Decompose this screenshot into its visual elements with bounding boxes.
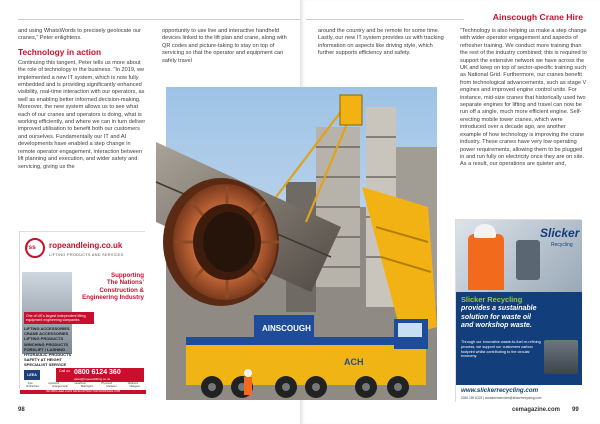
column-4-body: “Technology is also helping us make a step change with wider operator engagement and aspects of refresher training. We conduct more training than the rest of the industry combined; this is required to support the extensive network we have across the UK and keep on top of sector-specific training such as National Grid. Furthermore, our cranes benefit from technological advancements, such as stage V engines and improved engine control units. For instance, mid-size cranes that historically used two separate engines for lifting and travel can now be run off a single, much more efficient engine. Self-erecting mobile tower cranes, which were introduced over a decade ago, are another example of how technology is improving the crane industry. These cranes have very low operating power requirements, allowing them to be plugged in and run fully on electricity once they are on site. As a result, our operations are quieter and, (460, 28, 587, 168)
slicker-headline-4: and workshop waste. (461, 322, 532, 330)
rope-product: WINCHING PRODUCTS (24, 341, 69, 347)
crane-plate-label: ACH (344, 357, 364, 367)
slicker-headline-1: Slicker Recycling (461, 295, 523, 304)
slicker-logo: Slicker (540, 226, 580, 240)
slicker-url[interactable]: www.slickerrecycling.com (461, 387, 539, 394)
slicker-contact: 0330 159 6323 | customerservices@slickerrecycling.com (461, 396, 542, 400)
slicker-headline-2: provides a sustainable (461, 305, 537, 312)
rope-email: sales@ropeandlifting.co.uk (74, 377, 111, 381)
column-1-intro: and using WhatsWords to precisely geolocate our cranes,” Peter enlightens. (18, 28, 142, 42)
rope-branch: Nottheim (127, 382, 139, 385)
rss-logo-mark: rss (26, 244, 36, 251)
slicker-logo-sub: Recycling (551, 242, 573, 248)
rope-headline-2: The Nations’ (106, 279, 144, 287)
rope-headline-4: Engineering Industry (82, 294, 144, 302)
section-brand: Ainscough Crane Hire (492, 12, 583, 22)
column-3-body: around the country and be remote for some time. Lastly, our new IT system provides us with tracking information on aspects like driving style, which further supports efficiency and safety. (318, 28, 444, 57)
rope-product: FORKLIFT / LASHING (24, 346, 66, 352)
rope-product: HYDRAULIC PRODUCTS (24, 352, 72, 358)
rope-branch: Glasgow (129, 385, 140, 389)
rope-accreditations: ISO 9001 LEEA CHAS SAFECONTRACTOR WORKSAFE CITB (20, 390, 146, 394)
rope-headline-3: Construction & (99, 286, 144, 294)
rope-phone: 0800 6124 360 (74, 369, 121, 376)
rope-product: SPECIALIST SERVICE (24, 362, 67, 368)
leea-badge: LEEA (24, 370, 40, 380)
rope-headline-1: Supporting (111, 272, 144, 279)
section-heading: Technology in action (18, 46, 102, 57)
ropeandlifting-tagline: LIFTING PRODUCTS AND SERVICES (49, 253, 124, 257)
rope-branch: Grangemouth (52, 385, 68, 389)
rope-branch: Aylesford (48, 382, 60, 385)
rope-product: CRANE ACCESSORIES (24, 331, 69, 337)
slicker-headline-3: solution for waste oil (461, 313, 532, 321)
rope-intro: One of UK’s largest independent lifting equipment engineering companies (24, 312, 94, 324)
ropeandlifting-logo-text: ropeandleing.co.uk (49, 241, 123, 250)
rope-branch: Rotherham (26, 385, 40, 389)
rope-branch: Warrington (80, 385, 94, 389)
header-rule-left (18, 19, 300, 20)
crane-photo (166, 87, 437, 400)
rope-product: LIFTING ACCESSORIES (24, 326, 70, 331)
rope-product: LIFTING PRODUCTS (24, 336, 64, 342)
right-page-number: 99 (572, 407, 579, 413)
rope-branch: Uttoxeter (106, 385, 117, 389)
rope-call-label: Call us (59, 369, 70, 373)
article-column-3 (318, 28, 446, 58)
left-page-number: 98 (18, 407, 25, 413)
rope-branch: Heathrow (74, 382, 86, 385)
column-2-body: opportunity to use live and interactive handheld devices linked to the lift plan and crane, along with QR codes and picture-taking to stay on top of servicing so that the operator and equipment can safely travel (162, 28, 287, 64)
rope-branch: Fyle (27, 382, 33, 385)
article-column-4 (460, 28, 588, 169)
magazine-url: cemagazine.com (512, 407, 561, 413)
article-column-1 (18, 28, 146, 171)
rope-product: SAFETY AT HEIGHT (24, 357, 62, 363)
slicker-recycling-advert (455, 219, 581, 402)
ropeandlifting-advert (19, 231, 145, 393)
crane-brand-label: AINSCOUGH (262, 324, 311, 333)
column-1-body: Continuing this tangent, Peter tells us more about the role of technology in the business. “In 2019, we implemented a new IT system, which is now fully embedded and is providing significantly enhanced visibility, real-time interaction with our operators, as well as enabling better informed decision-making. Moreover, the new system allows us to see what each of our cranes and operators is doing, what is working efficiently, and where we can in turn deliver improved utilisation to benefit both our customers and ourselves. Fundamentally our IT and AI developments have enabled a step change in remote operator engagement, interaction between lift planning and execution, and wider safety and servicing, giving us the (18, 59, 146, 170)
article-column-2 (162, 28, 292, 65)
crane-photo-illustration (166, 87, 437, 400)
rope-branch: Plymouth (101, 382, 113, 385)
header-rule-right (306, 19, 464, 20)
slicker-body: Through our innovative waste-to-fuel re-refining process, we support our customers carbon footprint whilst contributing to the circular economy. (461, 340, 541, 359)
